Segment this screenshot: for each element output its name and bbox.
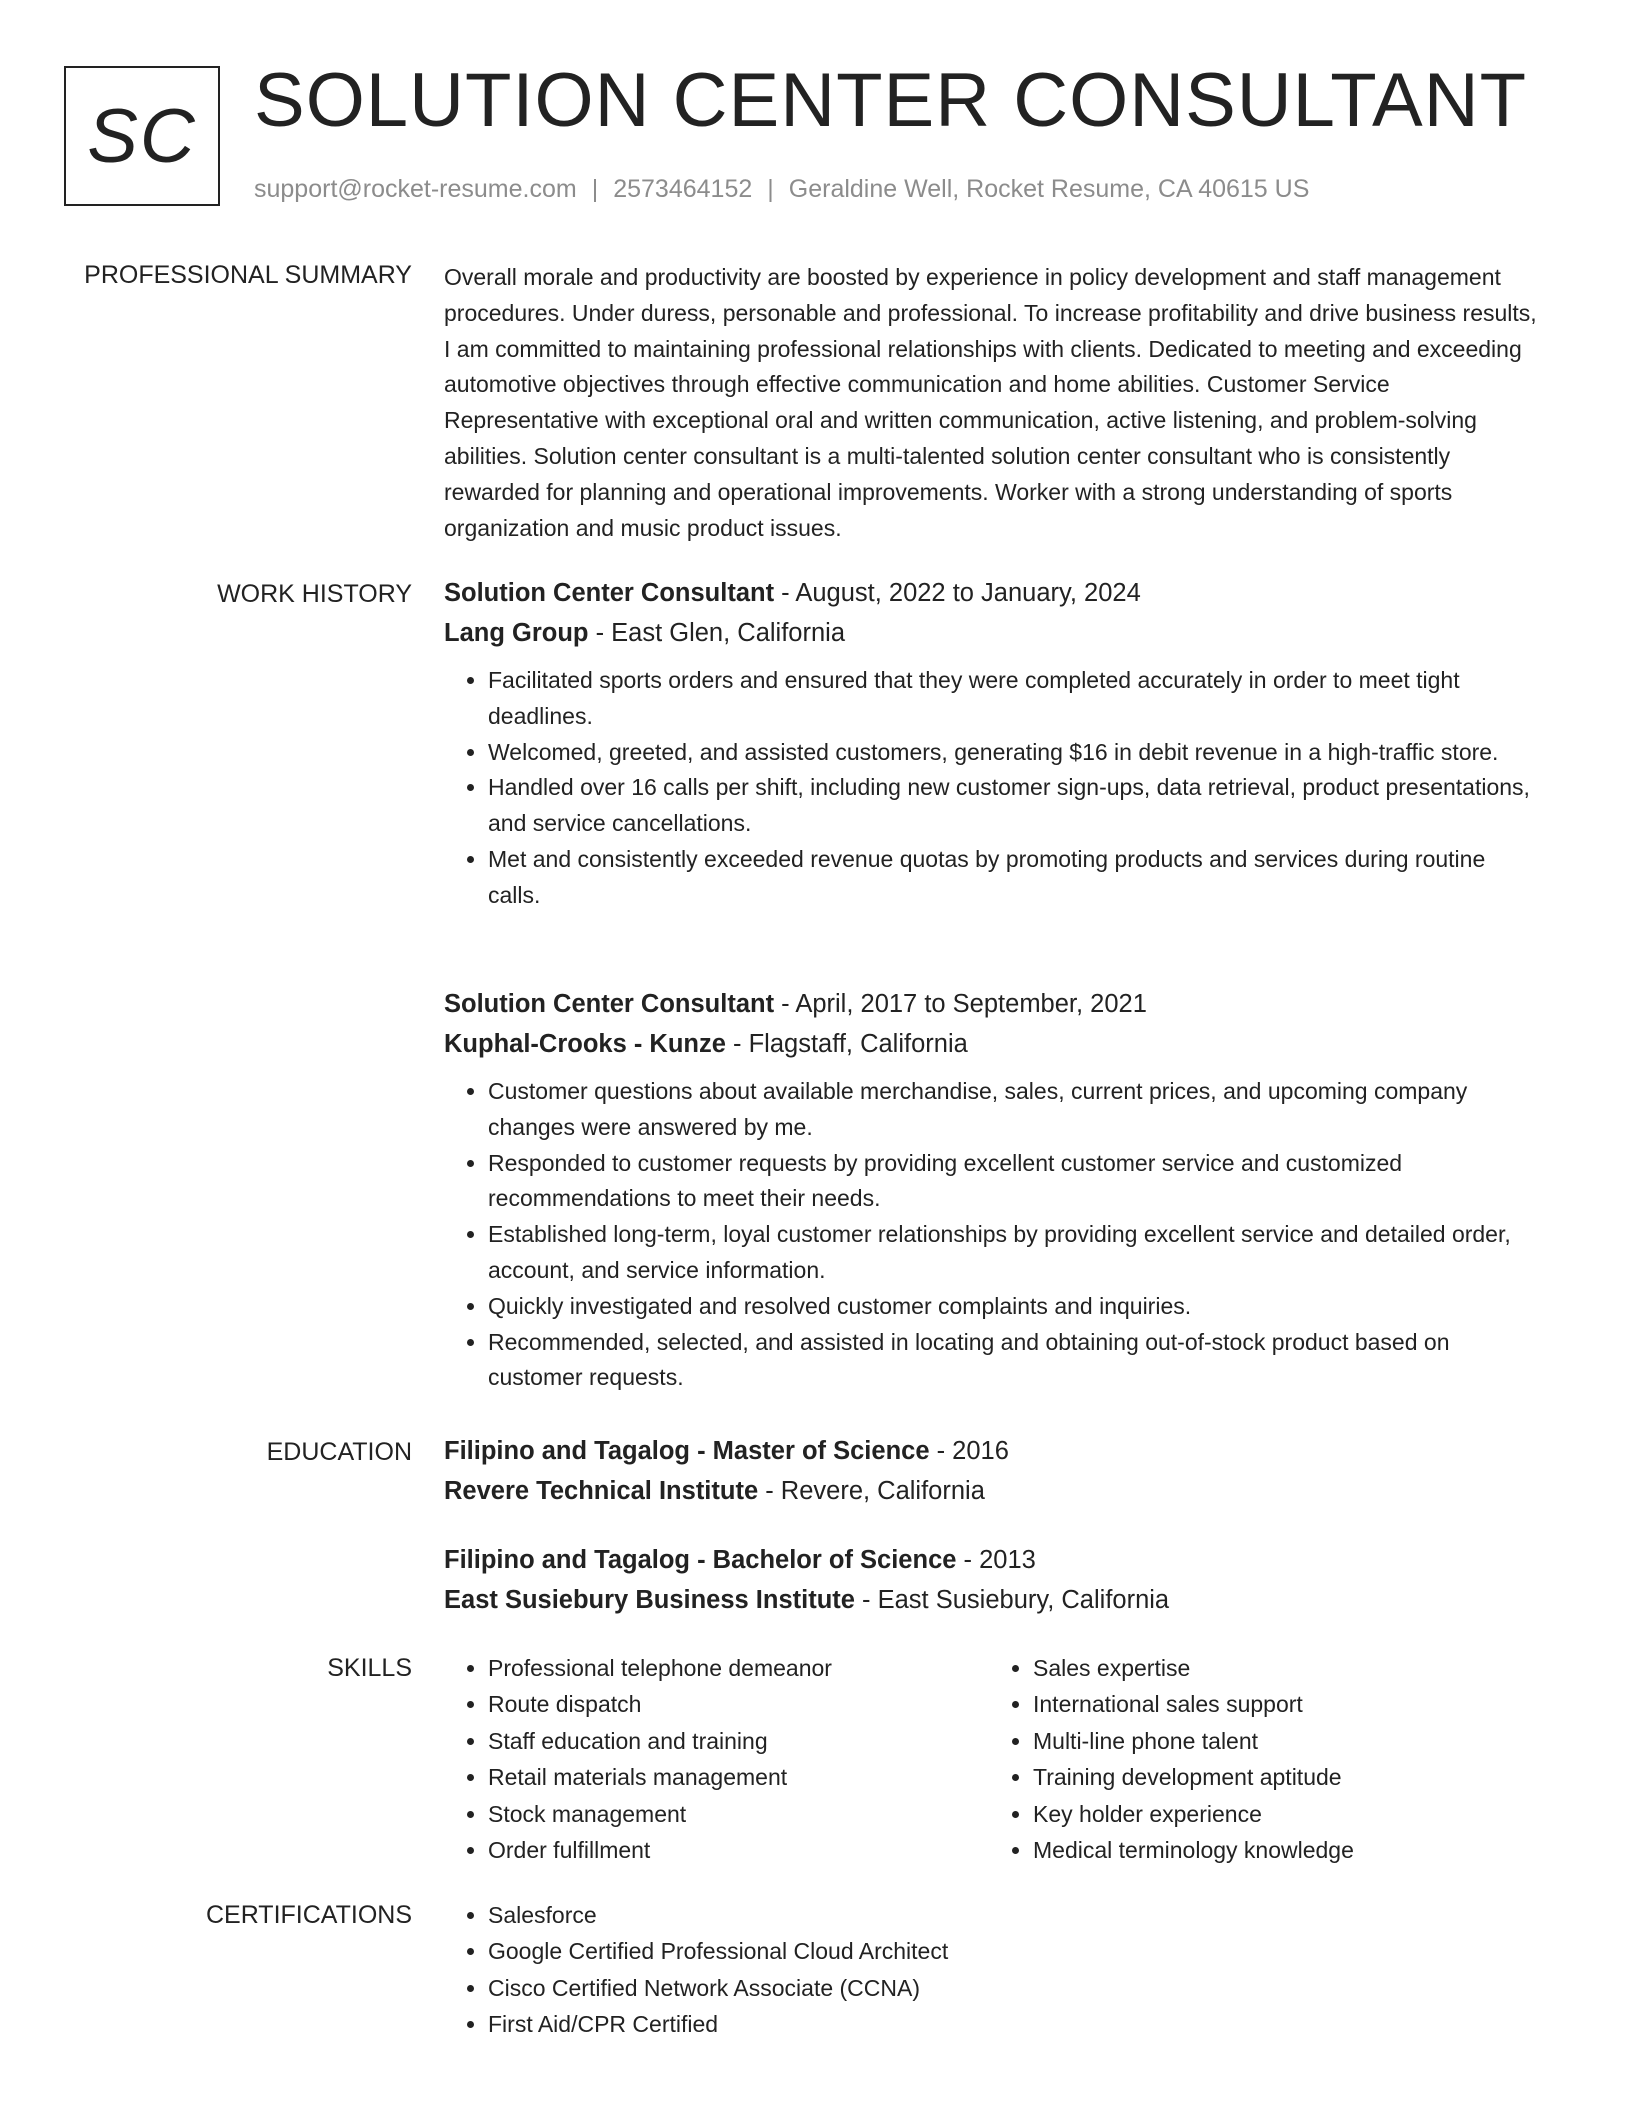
skill-item: • Order fulfillment bbox=[488, 1832, 832, 1868]
skills-list bbox=[444, 1650, 1544, 1900]
skill-item: • Training development aptitude bbox=[1033, 1759, 1354, 1795]
summary-text: Overall morale and productivity are boosted by experience in policy development and staff management procedures. Under duress, personable and professional. To increase profitability and drive business results, I am committed to maintaining professional relationships with clients. Dedicated to meeting and exceeding automotive objectives through effective communication and home abilities. Customer Service Representative with exceptional oral and written communication, active listening, and problem-solving abilities. Solution center consultant is a multi-talented solution center consultant who is consistently rewarded for planning and operational improvements. Worker with a strong understanding of sports organization and music product issues. bbox=[444, 264, 1537, 541]
section-label-summary: PROFESSIONAL SUMMARY bbox=[84, 261, 412, 289]
section-label-skills: SKILLS bbox=[327, 1654, 412, 1682]
job-bullet: • Welcomed, greeted, and assisted customers, generating $16 in debit revenue in a high-traffic store. bbox=[488, 735, 1544, 771]
candidate-name: SOLUTION CENTER CONSULTANT bbox=[254, 58, 1528, 143]
school-line bbox=[444, 1580, 1544, 1620]
section-label-certifications: CERTIFICATIONS bbox=[205, 1901, 412, 1929]
skill-item: • Multi-line phone talent bbox=[1033, 1723, 1354, 1759]
job-bullet: • Responded to customer requests by providing excellent customer service and customized recommendations to meet their needs. bbox=[488, 1146, 1544, 1218]
job-bullets bbox=[444, 1074, 1544, 1396]
skills-column-left bbox=[444, 1650, 832, 1868]
job-entry bbox=[444, 984, 1544, 1396]
certification-item: • Cisco Certified Network Associate (CCNA) bbox=[488, 1970, 1544, 2006]
degree-year: - 2016 bbox=[929, 1437, 1009, 1465]
school-location: - East Susiebury, California bbox=[854, 1586, 1170, 1614]
certifications-list bbox=[444, 1897, 1544, 2043]
contact-separator: | bbox=[591, 175, 599, 203]
certification-item: • Salesforce bbox=[488, 1897, 1544, 1933]
job-title: Solution Center Consultant bbox=[444, 579, 775, 607]
monogram-initials: SC bbox=[64, 66, 220, 206]
certification-item: • Google Certified Professional Cloud Architect bbox=[488, 1933, 1544, 1969]
skill-item: • Professional telephone demeanor bbox=[488, 1650, 832, 1686]
skill-item: • Medical terminology knowledge bbox=[1033, 1832, 1354, 1868]
education-entry bbox=[444, 1431, 1544, 1511]
job-location: - East Glen, California bbox=[588, 619, 846, 647]
school-location: - Revere, California bbox=[758, 1477, 985, 1505]
degree-line bbox=[444, 1540, 1544, 1580]
degree-year: - 2013 bbox=[956, 1546, 1036, 1574]
skill-item: • Stock management bbox=[488, 1796, 832, 1832]
job-title-line bbox=[444, 573, 1544, 613]
school: East Susiebury Business Institute bbox=[444, 1586, 855, 1614]
school: Revere Technical Institute bbox=[444, 1477, 759, 1505]
job-company-line bbox=[444, 1024, 1544, 1064]
job-company-line bbox=[444, 613, 1544, 653]
contact-separator: | bbox=[767, 175, 774, 203]
job-bullet: • Established long-term, loyal customer relationships by providing excellent service and detailed order, account, and service information. bbox=[488, 1217, 1544, 1289]
contact-line bbox=[254, 174, 1309, 204]
job-company: Kuphal-Crooks - Kunze bbox=[444, 1030, 726, 1058]
skills-column-right bbox=[989, 1650, 1354, 1868]
job-bullet: • Met and consistently exceeded revenue quotas by promoting products and services during routine calls. bbox=[488, 842, 1544, 914]
degree: Filipino and Tagalog - Bachelor of Science bbox=[444, 1546, 957, 1574]
skill-item: • Route dispatch bbox=[488, 1686, 832, 1722]
job-bullet: • Recommended, selected, and assisted in locating and obtaining out-of-stock product based on customer requests. bbox=[488, 1325, 1544, 1397]
certification-item: • First Aid/CPR Certified bbox=[488, 2006, 1544, 2042]
skill-item: • Key holder experience bbox=[1033, 1796, 1354, 1832]
education-entry bbox=[444, 1540, 1544, 1620]
job-location: - Flagstaff, California bbox=[725, 1030, 968, 1058]
job-bullet: • Handled over 16 calls per shift, including new customer sign-ups, data retrieval, product presentations, and service cancellations. bbox=[488, 770, 1544, 842]
degree: Filipino and Tagalog - Master of Science bbox=[444, 1437, 930, 1465]
skill-item: • Staff education and training bbox=[488, 1723, 832, 1759]
job-title: Solution Center Consultant bbox=[444, 990, 775, 1018]
contact-email[interactable]: support@rocket-resume.com bbox=[254, 175, 577, 203]
job-entry bbox=[444, 573, 1544, 914]
job-dates: - April, 2017 to September, 2021 bbox=[774, 990, 1147, 1018]
section-label-education: EDUCATION bbox=[266, 1438, 412, 1466]
contact-phone[interactable]: 2573464152 bbox=[613, 175, 753, 203]
job-bullet: • Quickly investigated and resolved customer complaints and inquiries. bbox=[488, 1289, 1544, 1325]
skill-item: • Sales expertise bbox=[1033, 1650, 1354, 1686]
contact-address: Geraldine Well, Rocket Resume, CA 40615 US bbox=[788, 175, 1310, 203]
skill-item: • Retail materials management bbox=[488, 1759, 832, 1795]
job-company: Lang Group bbox=[444, 619, 589, 647]
job-title-line bbox=[444, 984, 1544, 1024]
skill-item: • International sales support bbox=[1033, 1686, 1354, 1722]
job-bullet: • Facilitated sports orders and ensured that they were completed accurately in order to meet tight deadlines. bbox=[488, 663, 1544, 735]
school-line bbox=[444, 1471, 1544, 1511]
degree-line bbox=[444, 1431, 1544, 1471]
job-bullet: • Customer questions about available merchandise, sales, current prices, and upcoming company changes were answered by me. bbox=[488, 1074, 1544, 1146]
job-dates: - August, 2022 to January, 2024 bbox=[774, 579, 1141, 607]
section-label-work-history: WORK HISTORY bbox=[217, 580, 412, 608]
job-bullets bbox=[444, 663, 1544, 914]
